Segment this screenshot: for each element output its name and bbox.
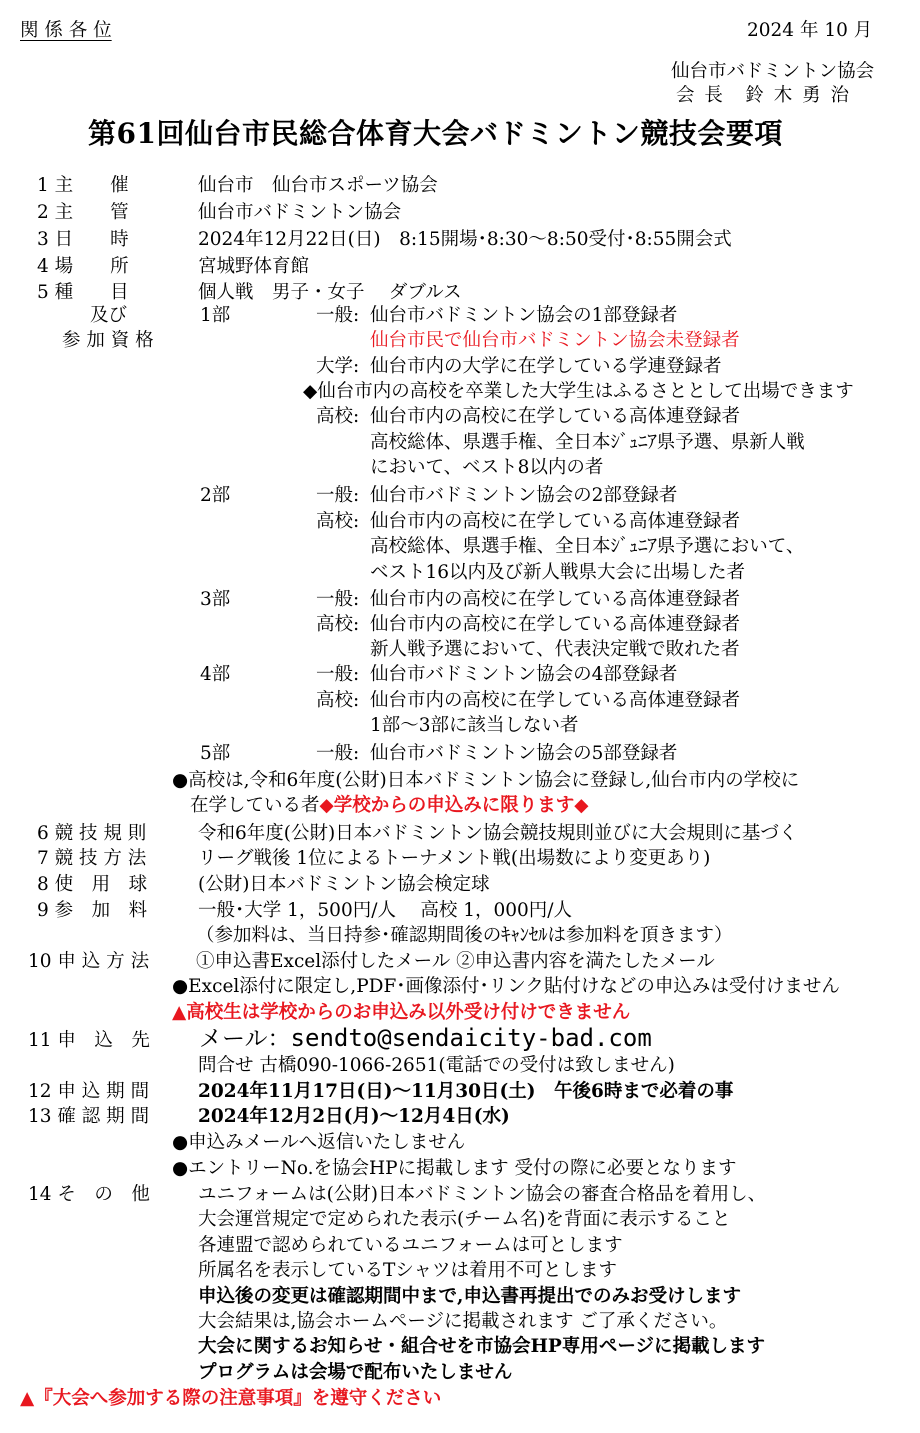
section-value: ①申込書Excel添付したメール ②申込書内容を満たしたメール bbox=[196, 951, 715, 972]
eligibility-text: 仙台市バドミントン協会の4部登録者 bbox=[370, 664, 678, 685]
section-value: リーグ戦後 1位によるトーナメント戦(出場数により変更あり) bbox=[198, 848, 711, 869]
other-line: 各連盟で認められているユニフォームは可とします bbox=[198, 1235, 623, 1256]
category-tag: 一般: bbox=[316, 743, 360, 764]
application-warning: ▲高校生は学校からのお申込み以外受け付けできません bbox=[172, 1002, 631, 1023]
eligibility-text: 仙台市バドミントン協会の1部登録者 bbox=[370, 305, 678, 326]
section-label: 14 そ の 他 bbox=[28, 1184, 150, 1205]
category-tag: 高校: bbox=[316, 690, 360, 711]
section-label: 10 申 込 方 法 bbox=[28, 951, 150, 972]
other-line-bold: 申込後の変更は確認期間中まで,申込書再提出でのみお受けします bbox=[198, 1286, 741, 1307]
eligibility-text: 高校総体、県選手権、全日本ｼﾞｭﾆｱ県予選、県新人戦 bbox=[370, 432, 805, 453]
section-label: 4 場 所 bbox=[37, 256, 129, 277]
section-label: 11 申 込 先 bbox=[28, 1030, 150, 1051]
email-link[interactable]: sendto@sendaicity-bad.com bbox=[290, 1024, 652, 1052]
division-label: 5部 bbox=[200, 743, 231, 764]
section-value: 個人戦 男子・女子 ダブルス bbox=[198, 282, 462, 303]
section-label: 6 競 技 規 則 bbox=[37, 823, 147, 844]
confirmation-period: 2024年12月2日(月)～12月4日(水) bbox=[198, 1106, 510, 1127]
section-label: 12 申 込 期 間 bbox=[28, 1081, 150, 1102]
division-label: 2部 bbox=[200, 485, 231, 506]
section-label: 2 主 管 bbox=[37, 202, 129, 223]
section-label: 8 使 用 球 bbox=[37, 874, 148, 895]
section-label-sub: 及び bbox=[90, 305, 128, 326]
other-line: 所属名を表示しているTシャツは着用不可とします bbox=[198, 1260, 617, 1281]
confirmation-note: ●申込みメールへ返信いたしません bbox=[172, 1132, 466, 1153]
eligibility-text: において、ベスト8以内の者 bbox=[370, 457, 604, 478]
mail-line bbox=[199, 1026, 652, 1051]
section-label: 3 日 時 bbox=[37, 229, 129, 250]
division-label: 1部 bbox=[200, 305, 231, 326]
school-note-text: 在学している者 bbox=[190, 795, 320, 816]
eligibility-note: ◆仙台市内の高校を卒業した大学生はふるさととして出場できます bbox=[303, 381, 854, 402]
category-tag: 一般: bbox=[316, 305, 360, 326]
section-label: 5 種 目 bbox=[37, 282, 129, 303]
mail-label: メール： bbox=[199, 1026, 291, 1052]
section-value: 仙台市バドミントン協会 bbox=[198, 202, 402, 223]
eligibility-text: ベスト16以内及び新人戦県大会に出場した者 bbox=[370, 562, 746, 583]
section-label: 9 参 加 料 bbox=[37, 900, 148, 921]
organization-name: 仙台市バドミントン協会 bbox=[671, 61, 875, 82]
other-line-bold: プログラムは会場で配布いたしません bbox=[198, 1362, 513, 1383]
eligibility-text: 仙台市内の高校に在学している高体連登録者 bbox=[370, 406, 741, 427]
eligibility-text: 1部～3部に該当しない者 bbox=[370, 715, 579, 736]
contact-info: 問合せ 古橋090-1066-2651(電話での受付は致しません) bbox=[198, 1055, 675, 1076]
category-tag: 高校: bbox=[316, 614, 360, 635]
section-value: 宮城野体育館 bbox=[198, 256, 310, 277]
division-label: 3部 bbox=[200, 589, 231, 610]
school-note: ●高校は,令和6年度(公財)日本バドミントン協会に登録し,仙台市内の学校に bbox=[172, 770, 800, 791]
eligibility-text: 仙台市内の高校に在学している高体連登録者 bbox=[370, 589, 741, 610]
category-tag: 一般: bbox=[316, 664, 360, 685]
section-value: 一般･大学 1，500円/人 高校 1，000円/人 bbox=[198, 900, 573, 921]
eligibility-text: 高校総体、県選手権、全日本ｼﾞｭﾆｱ県予選において、 bbox=[370, 536, 805, 557]
eligibility-text: 仙台市バドミントン協会の2部登録者 bbox=[370, 485, 678, 506]
category-tag: 一般: bbox=[316, 589, 360, 610]
eligibility-text: 仙台市バドミントン協会の5部登録者 bbox=[370, 743, 678, 764]
school-note-highlight: ◆学校からの申込みに限ります◆ bbox=[319, 795, 589, 816]
other-line: ユニフォームは(公財)日本バドミントン協会の審査合格品を着用し、 bbox=[198, 1184, 767, 1205]
section-label-sub: 参 加 資 格 bbox=[62, 330, 154, 351]
category-tag: 大学: bbox=[316, 356, 360, 377]
eligibility-text: 仙台市内の高校に在学している高体連登録者 bbox=[370, 614, 741, 635]
school-note bbox=[190, 797, 588, 816]
category-tag: 一般: bbox=[316, 485, 360, 506]
category-tag: 高校: bbox=[316, 511, 360, 532]
section-value: 令和6年度(公財)日本バドミントン協会競技規則並びに大会規則に基づく bbox=[198, 823, 798, 844]
division-label: 4部 bbox=[200, 664, 231, 685]
eligibility-text: 仙台市内の大学に在学している学連登録者 bbox=[370, 356, 722, 377]
issue-date: 2024 年 10 月 bbox=[747, 20, 873, 41]
application-note: ●Excel添付に限定し,PDF･画像添付･リンク貼付けなどの申込みは受付けません bbox=[172, 976, 840, 997]
eligibility-text: 仙台市内の高校に在学している高体連登録者 bbox=[370, 690, 741, 711]
section-value: 仙台市 仙台市スポーツ協会 bbox=[198, 175, 438, 196]
section-label: 13 確 認 期 間 bbox=[28, 1106, 150, 1127]
fee-note: （参加料は、当日持参･確認期間後のｷｬﾝｾﾙは参加料を頂きます） bbox=[196, 925, 733, 946]
section-label: 7 競 技 方 法 bbox=[37, 848, 147, 869]
addressee: 関 係 各 位 bbox=[20, 20, 112, 41]
eligibility-text: 仙台市内の高校に在学している高体連登録者 bbox=[370, 511, 741, 532]
other-line-bold: 大会に関するお知らせ・組合せを市協会HP専用ページに掲載します bbox=[198, 1336, 765, 1357]
confirmation-note: ●エントリーNo.を協会HPに掲載します 受付の際に必要となります bbox=[172, 1158, 737, 1179]
president-name: 会 長 鈴 木 勇 治 bbox=[676, 85, 852, 106]
application-period: 2024年11月17日(日)～11月30日(土) 午後6時まで必着の事 bbox=[198, 1081, 734, 1102]
section-label: 1 主 催 bbox=[37, 175, 129, 196]
other-line: 大会運営規定で定められた表示(チーム名)を背面に表示すること bbox=[198, 1209, 731, 1230]
section-value: (公財)日本バドミントン協会検定球 bbox=[198, 874, 490, 895]
footer-notice: ▲『大会へ参加する際の注意事項』を遵守ください bbox=[20, 1388, 442, 1409]
category-tag: 高校: bbox=[316, 406, 360, 427]
section-value: 2024年12月22日(日) 8:15開場･8:30～8:50受付･8:55開会式 bbox=[198, 229, 732, 250]
other-line: 大会結果は,協会ホームページに掲載されます ご了承ください。 bbox=[198, 1311, 728, 1332]
eligibility-text: 新人戦予選において、代表決定戦で敗れた者 bbox=[370, 639, 740, 660]
eligibility-text-highlight: 仙台市民で仙台市バドミントン協会未登録者 bbox=[370, 330, 740, 351]
page-title: 第61回仙台市民総合体育大会バドミントン競技会要項 bbox=[88, 117, 783, 150]
